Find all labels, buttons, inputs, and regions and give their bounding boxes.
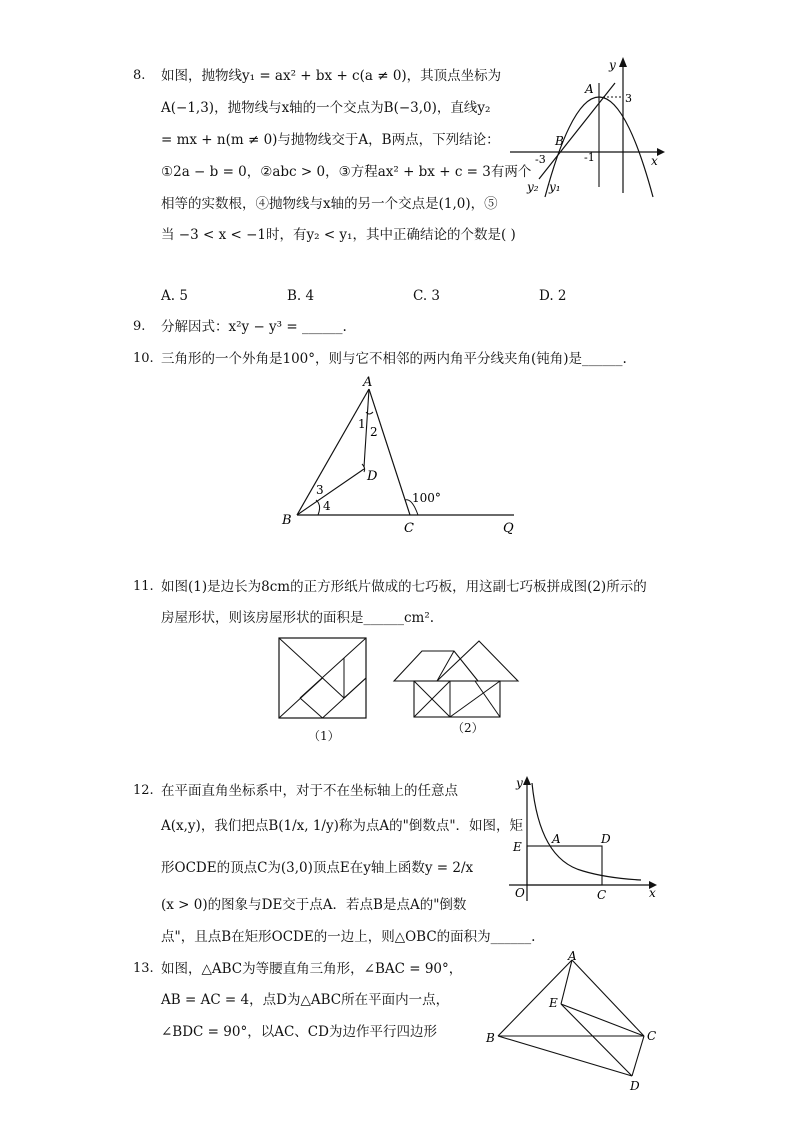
question-line: 在平面直角坐标系中，对于不在坐标轴上的任意点 — [161, 783, 458, 799]
label-a: A — [363, 375, 373, 390]
question-line: A(−1,3)，抛物线与x轴的一个交点为B(−3,0)，直线y₂ — [161, 100, 491, 116]
tangram-piece — [344, 678, 366, 698]
label-y1: y₁ — [549, 180, 561, 194]
question-number: 9. — [133, 319, 146, 334]
option-b[interactable]: B. 4 — [287, 288, 315, 304]
question-line: 如图(1)是边长为8cm的正方形纸片做成的七巧板，用这副七巧板拼成图(2)所示的 — [161, 579, 647, 595]
question-line: A(x,y)，我们把点B(1/x, 1/y)称为点A的"倒数点"．如图，矩 — [161, 818, 524, 834]
label-y2: y₂ — [527, 180, 539, 194]
question-line: 当 −3 < x < −1时，有y₂ < y₁，其中正确结论的个数是( ) — [161, 227, 516, 243]
option-a[interactable]: A. 5 — [161, 288, 188, 304]
tick-neg3: -3 — [535, 153, 546, 166]
segment-ab — [498, 960, 572, 1036]
figure-caption-2: （2） — [452, 721, 484, 735]
question-number: 11. — [133, 579, 154, 594]
question-line: 相等的实数根，④抛物线与x轴的另一个交点是(1,0)，⑤ — [161, 196, 498, 212]
roof-piece — [437, 641, 518, 681]
y-axis-arrow — [619, 57, 627, 67]
segment-ac — [572, 960, 644, 1036]
y-axis-label: y — [609, 58, 616, 72]
question-line: 点"，且点B在矩形OCDE的一边上，则△OBC的面积为______. — [161, 929, 536, 945]
question-number: 8. — [133, 68, 146, 83]
side-ab — [297, 389, 369, 515]
question-line: 分解因式：x²y − y³ = ______. — [161, 319, 347, 335]
question-number: 13. — [133, 961, 154, 976]
segment-ec — [561, 1004, 644, 1036]
angle-3: 3 — [316, 483, 324, 497]
hyperbola-figure — [503, 773, 663, 903]
exterior-angle: 100° — [412, 491, 441, 505]
tangram-figure-1 — [278, 637, 368, 720]
question-line: AB = AC = 4，点D为△ABC所在平面内一点， — [161, 992, 450, 1008]
rectangle-ocde — [527, 846, 602, 885]
y-axis-arrow — [523, 776, 531, 785]
tick-neg1: -1 — [584, 151, 595, 164]
triangle-figure — [278, 372, 528, 537]
figure-caption-1: （1） — [308, 729, 340, 743]
question-line: (x > 0)的图象与DE交于点A．若点B是点A的"倒数 — [161, 897, 467, 913]
point-a-label: A — [585, 82, 594, 96]
tangram-piece — [323, 678, 345, 698]
question-line: ①2a − b = 0，②abc > 0，③方程ax² + bx + c = 3有两个 — [161, 164, 532, 180]
question-number: 10. — [133, 351, 154, 366]
tangram-figure-2 — [392, 640, 522, 720]
label-x: x — [649, 886, 656, 900]
label-d: D — [601, 832, 611, 846]
segment-ae — [561, 960, 572, 1004]
label-b: B — [282, 513, 292, 528]
hyperbola-curve — [532, 783, 641, 880]
house-piece — [475, 681, 500, 717]
label-b: B — [486, 1031, 495, 1045]
option-d[interactable]: D. 2 — [539, 288, 567, 304]
label-a: A — [552, 832, 561, 846]
label-y: y — [516, 776, 523, 790]
question-line: 如图，抛物线y₁ = ax² + bx + c(a ≠ 0)，其顶点坐标为 — [161, 68, 502, 84]
label-d: D — [367, 469, 378, 484]
point-b-label: B — [555, 134, 564, 148]
question-line: 房屋形状，则该房屋形状的面积是______cm². — [161, 610, 435, 626]
roof-piece — [437, 651, 454, 681]
question-line: ∠BDC = 90°，以AC、CD为边作平行四边形 — [161, 1024, 437, 1040]
label-c: C — [597, 888, 607, 902]
line-y2 — [539, 83, 615, 179]
segment-cd — [632, 1036, 644, 1076]
tangram-piece — [300, 698, 323, 718]
x-axis-label: x — [651, 154, 658, 168]
label-d: D — [630, 1079, 640, 1093]
question-line: 如图，△ABC为等腰直角三角形，∠BAC = 90°， — [161, 961, 463, 977]
question-line: 三角形的一个外角是100°，则与它不相邻的两内角平分线夹角(钝角)是______. — [161, 351, 627, 367]
label-o: O — [515, 886, 525, 900]
question-number: 12. — [133, 783, 154, 798]
angle-2: 2 — [370, 425, 378, 439]
label-q: Q — [503, 521, 514, 536]
option-c[interactable]: C. 3 — [413, 288, 441, 304]
label-c: C — [647, 1029, 657, 1043]
house-piece — [450, 681, 500, 717]
side-ac — [369, 389, 410, 515]
roof-piece — [394, 651, 478, 681]
label-e: E — [549, 996, 558, 1010]
angle-1: 1 — [358, 417, 366, 431]
x-axis-arrow — [657, 148, 665, 156]
angle-4: 4 — [323, 499, 331, 513]
label-c: C — [404, 521, 414, 536]
question-line: = mx + n(m ≠ 0)与抛物线交于A，B两点，下列结论： — [161, 132, 500, 148]
tangram-piece — [279, 638, 323, 678]
tick-3: 3 — [625, 92, 632, 105]
label-a: A — [568, 949, 577, 963]
question-line: 形OCDE的顶点C为(3,0)顶点E在y轴上函数y = 2/x — [161, 860, 474, 876]
label-e: E — [513, 840, 522, 854]
parabola-figure — [505, 55, 670, 200]
parallelogram-figure — [484, 950, 664, 1095]
